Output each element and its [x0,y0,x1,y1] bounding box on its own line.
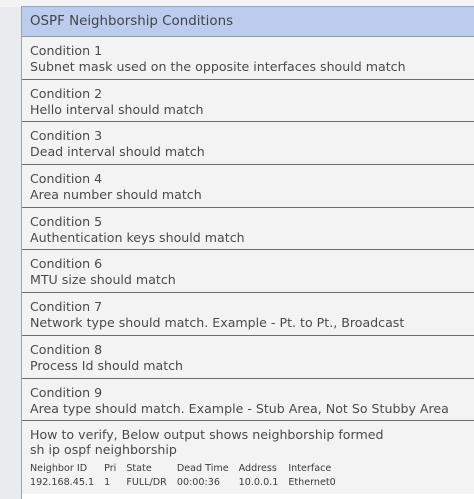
condition-title: Condition 8 [30,341,103,357]
condition-text: Dead interval should match [30,144,205,160]
verify-command: sh ip ospf neighborship [30,442,177,458]
table-row [30,476,346,490]
state-cell: FULL/DR [126,477,167,489]
condition-title: Condition 2 [30,85,103,101]
condition-row [22,165,474,208]
column-header: Neighbor ID [30,463,88,475]
column-header: Pri [104,463,117,475]
neighbor-table-header [30,462,346,476]
condition-row [22,80,474,123]
condition-title: Condition 4 [30,171,103,187]
column-header: Dead Time [176,463,229,475]
dead-time-cell: 00:00:36 [176,477,220,489]
interface-cell: Ethernet0 [288,477,336,489]
condition-text: Process Id should match [30,357,184,373]
condition-text: MTU size should match [30,272,176,288]
neighbor-table [30,462,346,490]
verify-section [22,421,474,494]
neighbor-id-cell: 192.168.45.1 [30,477,95,489]
condition-row [22,122,474,165]
condition-row [22,250,474,293]
condition-text: Area number should match [30,187,202,203]
column-header: Interface [288,463,332,475]
priority-cell: 1 [104,477,111,489]
verify-intro: How to verify, Below output shows neighborship formed [30,427,384,443]
panel-header [22,6,474,37]
ospf-conditions-panel [21,6,474,499]
column-header: Address [238,463,277,475]
condition-text: Hello interval should match [30,101,204,117]
column-header: State [126,463,152,475]
panel-title: OSPF Neighborship Conditions [30,14,234,29]
condition-title: Condition 1 [30,43,103,58]
condition-text: Subnet mask used on the opposite interfaces should match [30,59,406,74]
condition-text: Authentication keys should match [30,229,245,245]
condition-title: Condition 3 [30,128,103,144]
condition-title: Condition 7 [30,299,103,315]
address-cell: 10.0.0.1 [238,477,279,489]
condition-text: Area type should match. Example - Stub Area, Not So Stubby Area [30,400,449,416]
condition-text: Network type should match. Example - Pt. to Pt., Broadcast [30,315,405,331]
condition-row [22,37,474,80]
condition-row [22,293,474,336]
condition-title: Condition 6 [30,256,103,272]
condition-row [22,379,474,422]
condition-row [22,208,474,251]
condition-row [22,336,474,379]
condition-title: Condition 5 [30,213,103,229]
condition-title: Condition 9 [30,384,103,400]
